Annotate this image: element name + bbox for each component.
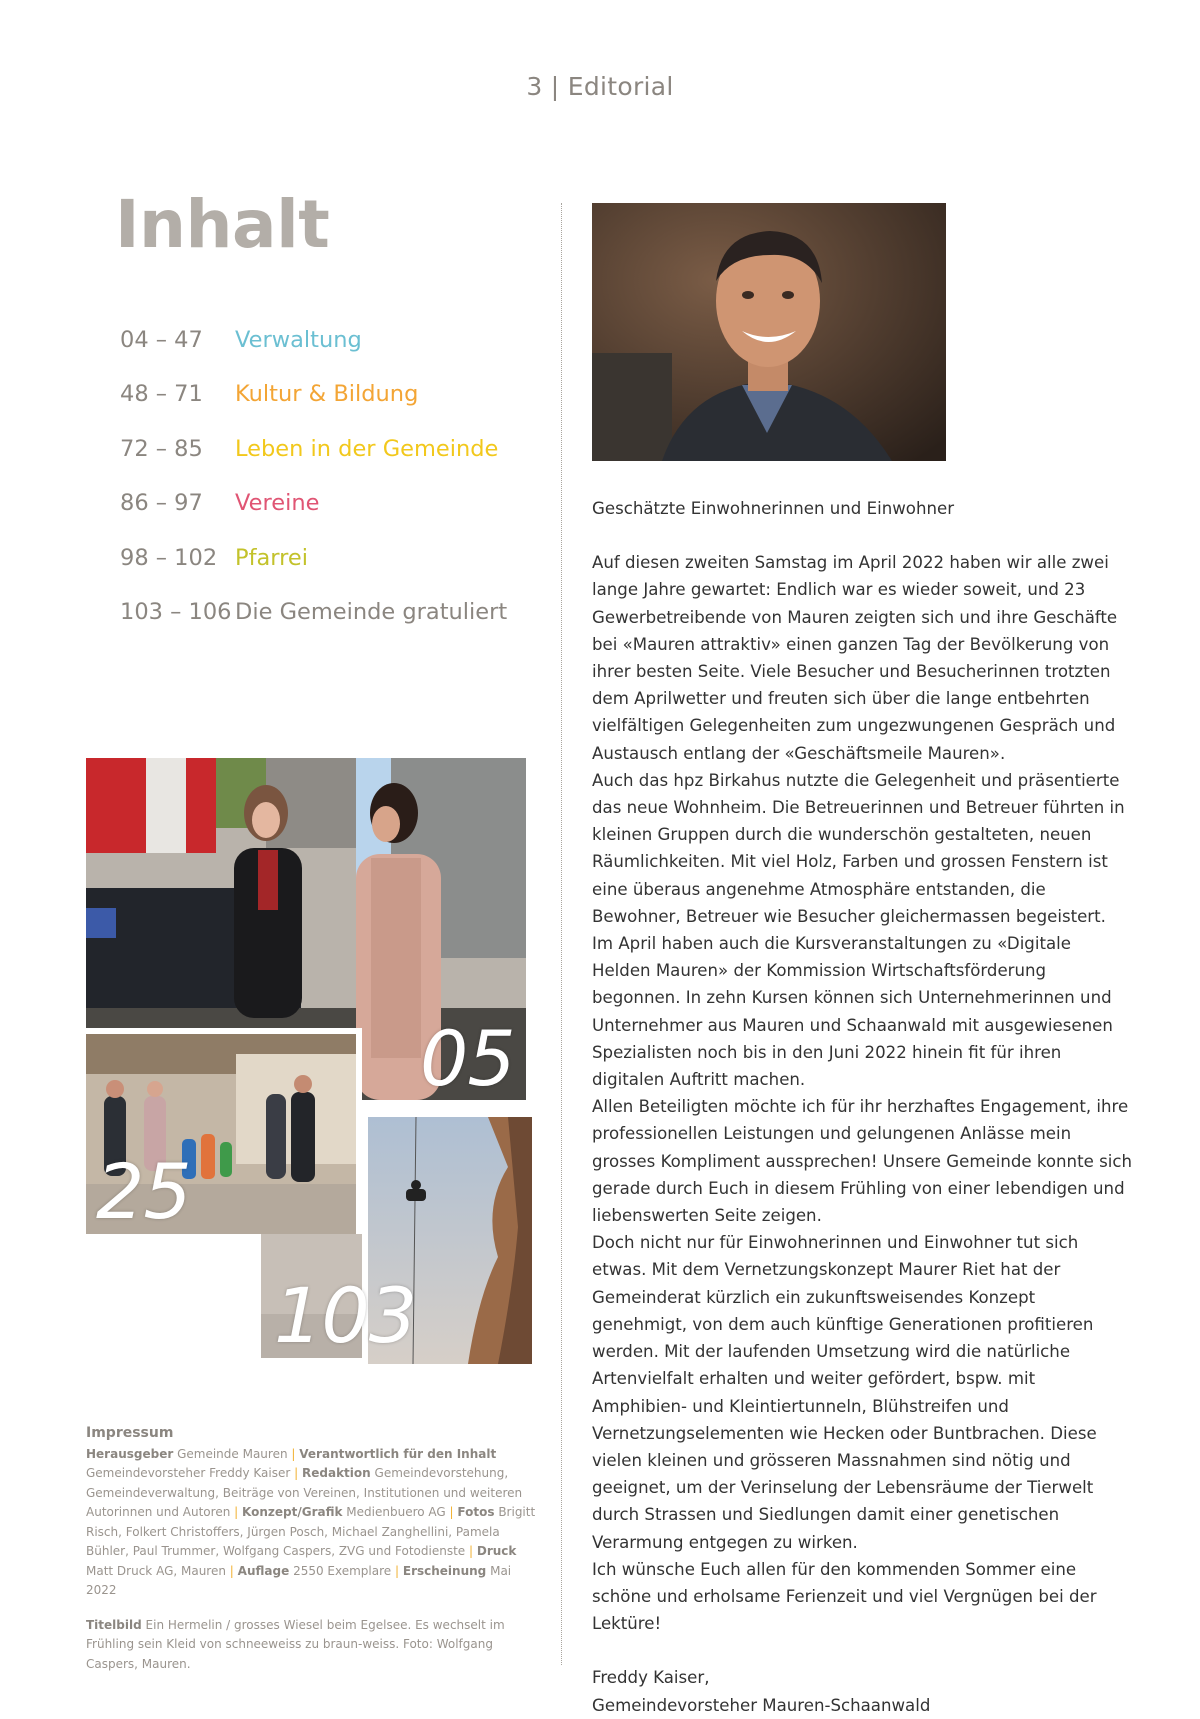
photo-collage bbox=[86, 758, 526, 1358]
impressum-label: Erscheinung bbox=[402, 1563, 487, 1578]
toc-item[interactable] bbox=[120, 436, 550, 490]
toc-title: Inhalt bbox=[115, 186, 330, 263]
section-title: Editorial bbox=[567, 72, 674, 101]
toc-item[interactable] bbox=[120, 490, 550, 544]
toc-range: 48 – 71 bbox=[120, 381, 203, 408]
impressum-label: Verantwortlich für den Inhalt bbox=[299, 1446, 497, 1461]
impressum-label: Auflage bbox=[237, 1563, 290, 1578]
toc-label: Vereine bbox=[235, 490, 320, 517]
impressum-label: Konzept/Grafik bbox=[242, 1505, 343, 1519]
page-header bbox=[0, 72, 1200, 101]
toc-label: Die Gemeinde gratuliert bbox=[235, 598, 508, 625]
letter-paragraph: Auch das hpz Birkahus nutzte die Gelegenheit und präsentierte das neue Wohnheim. Die Betreuerinnen und Betreuer führten in kleinen Gruppen durch die wunderschön gestalteten, neuen Räumlichkeiten. Mit viel Holz, Farben und grossen Fenstern ist eine überaus angenehme Atmosphäre entstanden, die Bewohner, Betreuer wie Besucher gleichermassen begeistert. bbox=[592, 770, 1125, 926]
toc-range: 103 – 106 bbox=[120, 598, 232, 625]
impressum-separator: | bbox=[395, 1563, 400, 1578]
letter-paragraph: Ich wünsche Euch allen für den kommenden Sommer eine schöne und erholsame Ferienzeit und viel Vergnügen bei der Lektüre! bbox=[592, 1559, 1097, 1634]
editorial-letter bbox=[592, 495, 1132, 1719]
impressum-label: Titelbild bbox=[86, 1617, 142, 1632]
toc-label: Kultur & Bildung bbox=[235, 381, 419, 408]
impressum-separator: | bbox=[468, 1544, 474, 1558]
author-portrait-image bbox=[592, 203, 946, 461]
impressum-value: Brigitt Risch, Folkert Christoffers, Jürgen Posch, Michael Zanghellini, Pamela Bühler, Paul Trummer, Wolfgang Caspers, ZVG und Fotodienste bbox=[86, 1505, 536, 1558]
toc-range: 72 – 85 bbox=[120, 435, 203, 462]
toc-item[interactable] bbox=[120, 545, 550, 599]
impressum-value: Gemeindevorsteher Freddy Kaiser bbox=[86, 1466, 291, 1480]
impressum-separator: | bbox=[229, 1563, 234, 1578]
impressum-value: Mai 2022 bbox=[86, 1563, 512, 1597]
impressum bbox=[86, 1424, 536, 1674]
impressum-separator: | bbox=[291, 1446, 296, 1461]
impressum-label: Fotos bbox=[457, 1505, 495, 1519]
photo-page-number: 05 bbox=[420, 1014, 515, 1103]
page-number: 3 bbox=[526, 72, 543, 101]
impressum-label: Druck bbox=[476, 1544, 517, 1558]
table-of-contents bbox=[120, 327, 550, 653]
impressum-value: Gemeinde Mauren bbox=[177, 1446, 288, 1461]
toc-item[interactable] bbox=[120, 599, 550, 653]
letter-paragraph: Allen Beteiligten möchte ich für ihr herzhaftes Engagement, ihre professionellen Leistungen und gelungenen Anlässe mein grosses Kompliment aussprechen! Unsere Gemeinde konnte sich gerade durch Euch in diesem Frühling von einer lebendigen und liebenswerten Seite zeigen. bbox=[592, 1097, 1132, 1226]
photo-page-number: 25 bbox=[96, 1147, 191, 1236]
impressum-value: Matt Druck AG, Mauren bbox=[86, 1563, 226, 1578]
toc-item[interactable] bbox=[120, 381, 550, 435]
toc-range: 04 – 47 bbox=[120, 327, 203, 353]
toc-label: Verwaltung bbox=[235, 327, 362, 353]
signature-name: Freddy Kaiser, bbox=[592, 1668, 710, 1688]
toc-label: Pfarrei bbox=[235, 544, 308, 571]
impressum-value: Medienbuero AG bbox=[346, 1505, 446, 1519]
impressum-label: Redaktion bbox=[302, 1466, 371, 1480]
toc-label: Leben in der Gemeinde bbox=[235, 435, 499, 462]
header-separator: | bbox=[550, 72, 560, 101]
impressum-body bbox=[86, 1445, 536, 1601]
letter-paragraph: Doch nicht nur für Einwohnerinnen und Einwohner tut sich etwas. Mit dem Vernetzungskonzept Maurer Riet hat der Gemeinderat kürzlich ein zukunftsweisendes Konzept genehmigt, von dem auch künftige Generationen profitieren werden. Mit der laufenden Umsetzung wird die natürliche Artenvielfalt erhalten und weiter gefördert, bspw. mit Amphibien- und Kleintiertunneln, Blühstreifen und Vernetzungselementen wie Hecken oder Buntbrachen. Diese vielen kleinen und grösseren Massnahmen sind nötig und geeignet, um der Verinselung der Lebensräume der Tierwelt durch Strassen und Siedlungen damit einer genetischen Verarmung entgegen zu wirken. bbox=[592, 1233, 1097, 1552]
impressum-value: Gemeindevorstehung, Gemeindeverwaltung, Beiträge von Vereinen, Institutionen und weiteren Autorinnen und Autoren bbox=[86, 1466, 523, 1519]
impressum-label: Herausgeber bbox=[86, 1446, 174, 1461]
toc-range: 98 – 102 bbox=[120, 544, 218, 571]
impressum-separator: | bbox=[234, 1505, 239, 1519]
toc-range: 86 – 97 bbox=[120, 490, 203, 517]
letter-paragraph: Im April haben auch die Kursveranstaltungen zu «Digitale Helden Mauren» der Kommission Wirtschaftsförderung begonnen. In zehn Kursen können sich Unternehmerinnen und Unternehmer aus Mauren und Schaanwald mit ausgewiesenen Spezialisten noch bis in den Juni 2022 hinein fit für ihren digitalen Auftritt machen. bbox=[592, 934, 1113, 1090]
impressum-value: 2550 Exemplare bbox=[293, 1563, 392, 1578]
impressum-separator: | bbox=[449, 1505, 454, 1519]
photo-page-number: 103 bbox=[274, 1271, 417, 1360]
letter-greeting: Geschätzte Einwohnerinnen und Einwohner bbox=[592, 499, 955, 518]
cover-caption bbox=[86, 1616, 536, 1675]
column-divider bbox=[561, 203, 562, 1665]
toc-item[interactable] bbox=[120, 327, 550, 381]
signature-title: Gemeindevorsteher Mauren-Schaanwald bbox=[592, 1695, 931, 1715]
author-portrait bbox=[592, 203, 946, 461]
impressum-value: Ein Hermelin / grosses Wiesel beim Egelsee. Es wechselt im Frühling sein Kleid von schneeweiss zu braun-weiss. Foto: Wolfgang Caspers, Mauren. bbox=[86, 1617, 505, 1671]
impressum-title: Impressum bbox=[86, 1425, 174, 1441]
impressum-separator: | bbox=[294, 1466, 299, 1480]
letter-paragraph: Auf diesen zweiten Samstag im April 2022 haben wir alle zwei lange Jahre gewartet: Endlich war es wieder soweit, und 23 Gewerbetreibende von Mauren zeigten sich und ihre Geschäfte bei «Mauren attraktiv» einen ganzen Tag der Bevölkerung von ihrer besten Seite. Viele Besucher und Besucherinnen trotzten dem Aprilwetter und freuten sich über die lange entbehrten vielfältigen Gelegenheiten zum ungezwungenen Gespräch und Austausch entlang der «Geschäftsmeile Mauren». bbox=[592, 553, 1118, 763]
